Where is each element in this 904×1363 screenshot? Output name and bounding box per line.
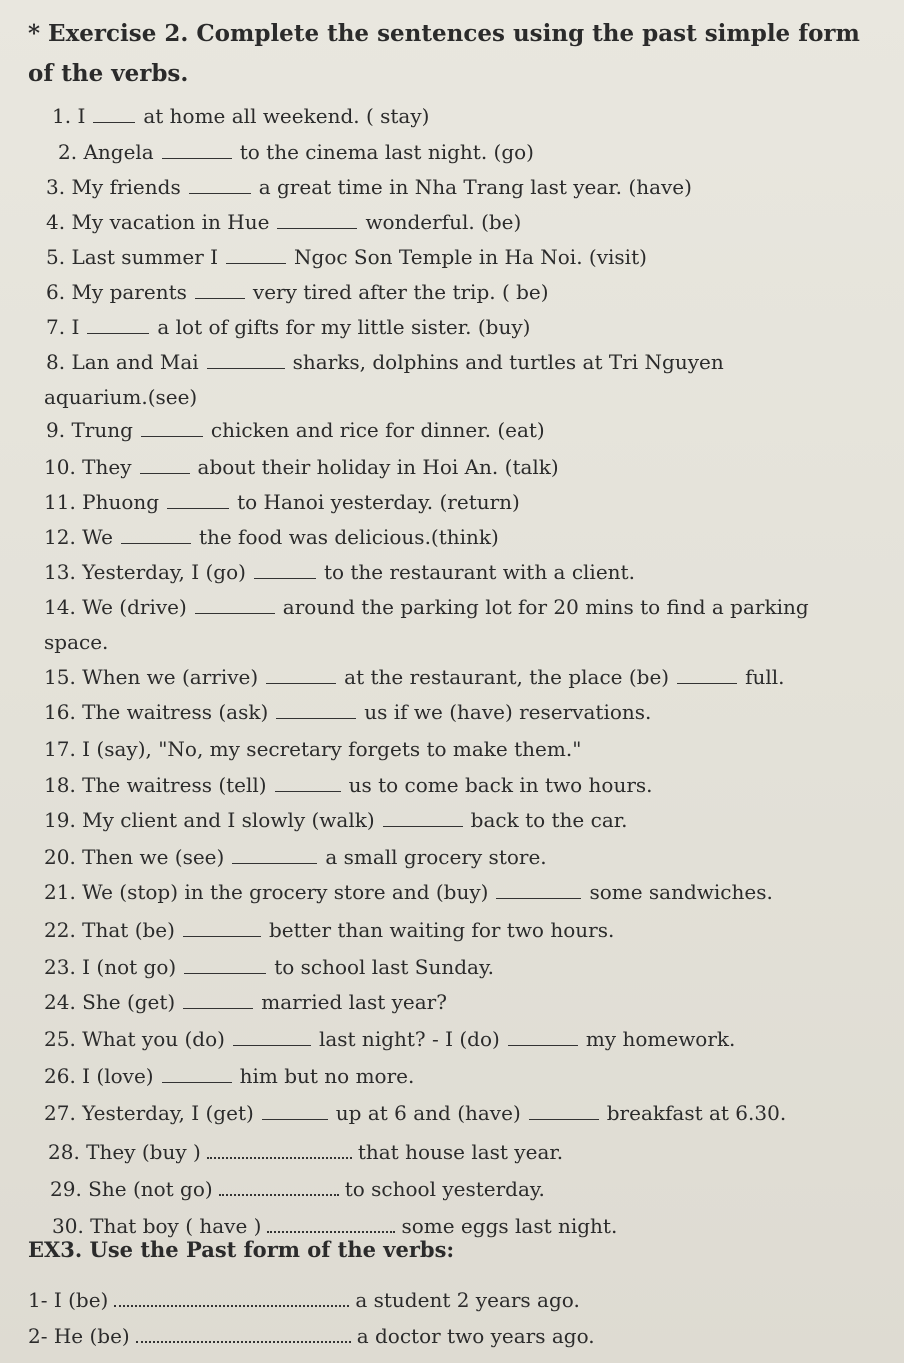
answer-blank[interactable] <box>114 1287 349 1307</box>
item-text: last night? - I (do) <box>318 1027 500 1051</box>
item-text: 24. She (get) <box>44 990 176 1014</box>
item-text: chicken and rice for dinner. (eat) <box>210 418 545 442</box>
exercise-item <box>44 700 651 724</box>
answer-blank[interactable] <box>233 1027 311 1046</box>
exercise-item <box>44 990 447 1014</box>
answer-blank[interactable] <box>207 1139 352 1159</box>
item-text: 11. Phuong <box>44 490 160 514</box>
item-text: us if we (have) reservations. <box>364 700 652 724</box>
item-text: 8. Lan and Mai <box>46 350 199 374</box>
answer-blank[interactable] <box>136 1323 351 1343</box>
exercise-item <box>46 245 647 269</box>
exercise-item <box>44 1064 414 1088</box>
answer-blank[interactable] <box>207 350 285 369</box>
item-text: 28. They (buy ) <box>48 1140 201 1164</box>
item-text: a doctor two years ago. <box>356 1324 595 1348</box>
exercise-item <box>44 880 773 904</box>
item-text: 3. My friends <box>46 175 181 199</box>
item-text: 21. We (stop) in the grocery store and (buy) <box>44 880 489 904</box>
item-text: to the cinema last night. (go) <box>239 140 534 164</box>
exercise-item <box>50 1176 545 1201</box>
answer-blank[interactable] <box>677 665 737 684</box>
exercise-item <box>44 525 499 549</box>
item-text: 9. Trung <box>46 418 133 442</box>
item-text: 7. I <box>46 315 80 339</box>
item-text: 15. When we (arrive) <box>44 665 259 689</box>
exercise-3-item <box>28 1287 580 1312</box>
exercise-3-item <box>28 1323 595 1348</box>
item-text: 2- He (be) <box>28 1324 130 1348</box>
item-text: 6. My parents <box>46 280 187 304</box>
answer-blank[interactable] <box>508 1027 578 1046</box>
item-text: 12. We <box>44 525 113 549</box>
item-text: back to the car. <box>470 808 628 832</box>
item-text: 1- I (be) <box>28 1288 109 1312</box>
item-text: full. <box>745 665 785 689</box>
exercise-item <box>44 455 559 479</box>
answer-blank[interactable] <box>93 104 135 123</box>
item-text: a student 2 years ago. <box>355 1288 580 1312</box>
item-text: to Hanoi yesterday. (return) <box>237 490 520 514</box>
item-text: 25. What you (do) <box>44 1027 225 1051</box>
exercise-item <box>46 418 545 442</box>
item-text: 10. They <box>44 455 132 479</box>
item-text: 5. Last summer I <box>46 245 219 269</box>
item-text: married last year? <box>261 990 447 1014</box>
item-text: sharks, dolphins and turtles at Tri Nguyen <box>292 350 724 374</box>
item-text: the food was delicious.(think) <box>198 525 499 549</box>
item-text: about their holiday in Hoi An. (talk) <box>197 455 559 479</box>
exercise-item <box>52 104 429 128</box>
item-text: better than waiting for two hours. <box>268 918 615 942</box>
item-text: space. <box>44 630 109 654</box>
item-text: a small grocery store. <box>325 845 547 869</box>
answer-blank[interactable] <box>87 315 149 334</box>
item-text: 16. The waitress (ask) <box>44 700 269 724</box>
answer-blank[interactable] <box>232 845 317 864</box>
answer-blank[interactable] <box>267 1213 395 1233</box>
item-text: 29. She (not go) <box>50 1177 213 1201</box>
item-text: at the restaurant, the place (be) <box>344 665 670 689</box>
item-text: 20. Then we (see) <box>44 845 225 869</box>
answer-blank[interactable] <box>189 175 251 194</box>
answer-blank[interactable] <box>254 560 316 579</box>
item-text: at home all weekend. ( stay) <box>143 104 430 128</box>
answer-blank[interactable] <box>276 700 356 719</box>
answer-blank[interactable] <box>496 880 581 899</box>
item-text: to school yesterday. <box>344 1177 545 1201</box>
exercise-item <box>44 1027 735 1051</box>
answer-blank[interactable] <box>167 490 229 509</box>
answer-blank[interactable] <box>275 773 341 792</box>
exercise-item <box>44 595 809 619</box>
answer-blank[interactable] <box>183 990 253 1009</box>
exercise-item <box>44 773 653 797</box>
exercise-item <box>58 140 534 164</box>
item-text: a great time in Nha Trang last year. (have) <box>258 175 692 199</box>
exercise-item <box>46 315 530 339</box>
item-text: 13. Yesterday, I (go) <box>44 560 246 584</box>
item-text: a lot of gifts for my little sister. (buy) <box>157 315 531 339</box>
item-text: my homework. <box>585 1027 736 1051</box>
item-text: some sandwiches. <box>589 880 773 904</box>
answer-blank[interactable] <box>121 525 191 544</box>
item-text: 17. I (say), "No, my secretary forgets to make them." <box>44 737 582 761</box>
item-text: 1. I <box>52 104 86 128</box>
item-text: Ngoc Son Temple in Ha Noi. (visit) <box>294 245 647 269</box>
exercise-item <box>44 560 635 584</box>
exercise-item <box>44 630 108 654</box>
answer-blank[interactable] <box>184 955 266 974</box>
item-text: 23. I (not go) <box>44 955 177 979</box>
exercise-3-title: EX3. Use the Past form of the verbs: <box>28 1237 455 1262</box>
item-text: 30. That boy ( have ) <box>52 1214 262 1238</box>
answer-blank[interactable] <box>140 455 190 474</box>
item-text: to school last Sunday. <box>274 955 494 979</box>
item-text: some eggs last night. <box>401 1214 618 1238</box>
exercise-item <box>44 808 627 832</box>
answer-blank[interactable] <box>195 595 275 614</box>
item-text: him but no more. <box>239 1064 415 1088</box>
item-text: around the parking lot for 20 mins to find a parking <box>282 595 809 619</box>
answer-blank[interactable] <box>383 808 463 827</box>
item-text: 22. That (be) <box>44 918 175 942</box>
item-text: 14. We (drive) <box>44 595 187 619</box>
item-text: aquarium.(see) <box>44 385 198 409</box>
answer-blank[interactable] <box>262 1101 328 1120</box>
item-text: that house last year. <box>357 1140 564 1164</box>
answer-blank[interactable] <box>226 245 286 264</box>
item-text: 27. Yesterday, I (get) <box>44 1101 254 1125</box>
answer-blank[interactable] <box>219 1176 339 1196</box>
item-text: very tired after the trip. ( be) <box>252 280 549 304</box>
answer-blank[interactable] <box>529 1101 599 1120</box>
exercise-item <box>44 1101 786 1125</box>
item-text: 4. My vacation in Hue <box>46 210 270 234</box>
item-text: breakfast at 6.30. <box>606 1101 787 1125</box>
answer-blank[interactable] <box>277 210 357 229</box>
exercise-item <box>48 1139 563 1164</box>
exercise-item <box>46 350 724 374</box>
exercise-item <box>44 845 547 869</box>
exercise-item <box>46 210 521 234</box>
answer-blank[interactable] <box>195 280 245 299</box>
exercise-item <box>44 490 520 514</box>
exercise-item <box>44 665 785 689</box>
item-text: 26. I (love) <box>44 1064 154 1088</box>
item-text: wonderful. (be) <box>365 210 522 234</box>
answer-blank[interactable] <box>183 918 261 937</box>
exercise-item <box>44 918 614 942</box>
item-text: 19. My client and I slowly (walk) <box>44 808 375 832</box>
exercise-2-title: * Exercise 2. Complete the sentences using the past simple form of the verbs. <box>28 20 860 87</box>
answer-blank[interactable] <box>162 140 232 159</box>
exercise-item <box>46 280 549 304</box>
exercise-item <box>44 737 581 761</box>
item-text: to the restaurant with a client. <box>323 560 635 584</box>
answer-blank[interactable] <box>141 418 203 437</box>
exercise-item <box>44 955 494 979</box>
exercise-item <box>52 1213 617 1238</box>
item-text: 18. The waitress (tell) <box>44 773 267 797</box>
answer-blank[interactable] <box>162 1064 232 1083</box>
exercise-item <box>44 385 197 409</box>
answer-blank[interactable] <box>266 665 336 684</box>
exercise-item <box>46 175 692 199</box>
item-text: us to come back in two hours. <box>348 773 653 797</box>
item-text: 2. Angela <box>58 140 154 164</box>
item-text: up at 6 and (have) <box>335 1101 521 1125</box>
